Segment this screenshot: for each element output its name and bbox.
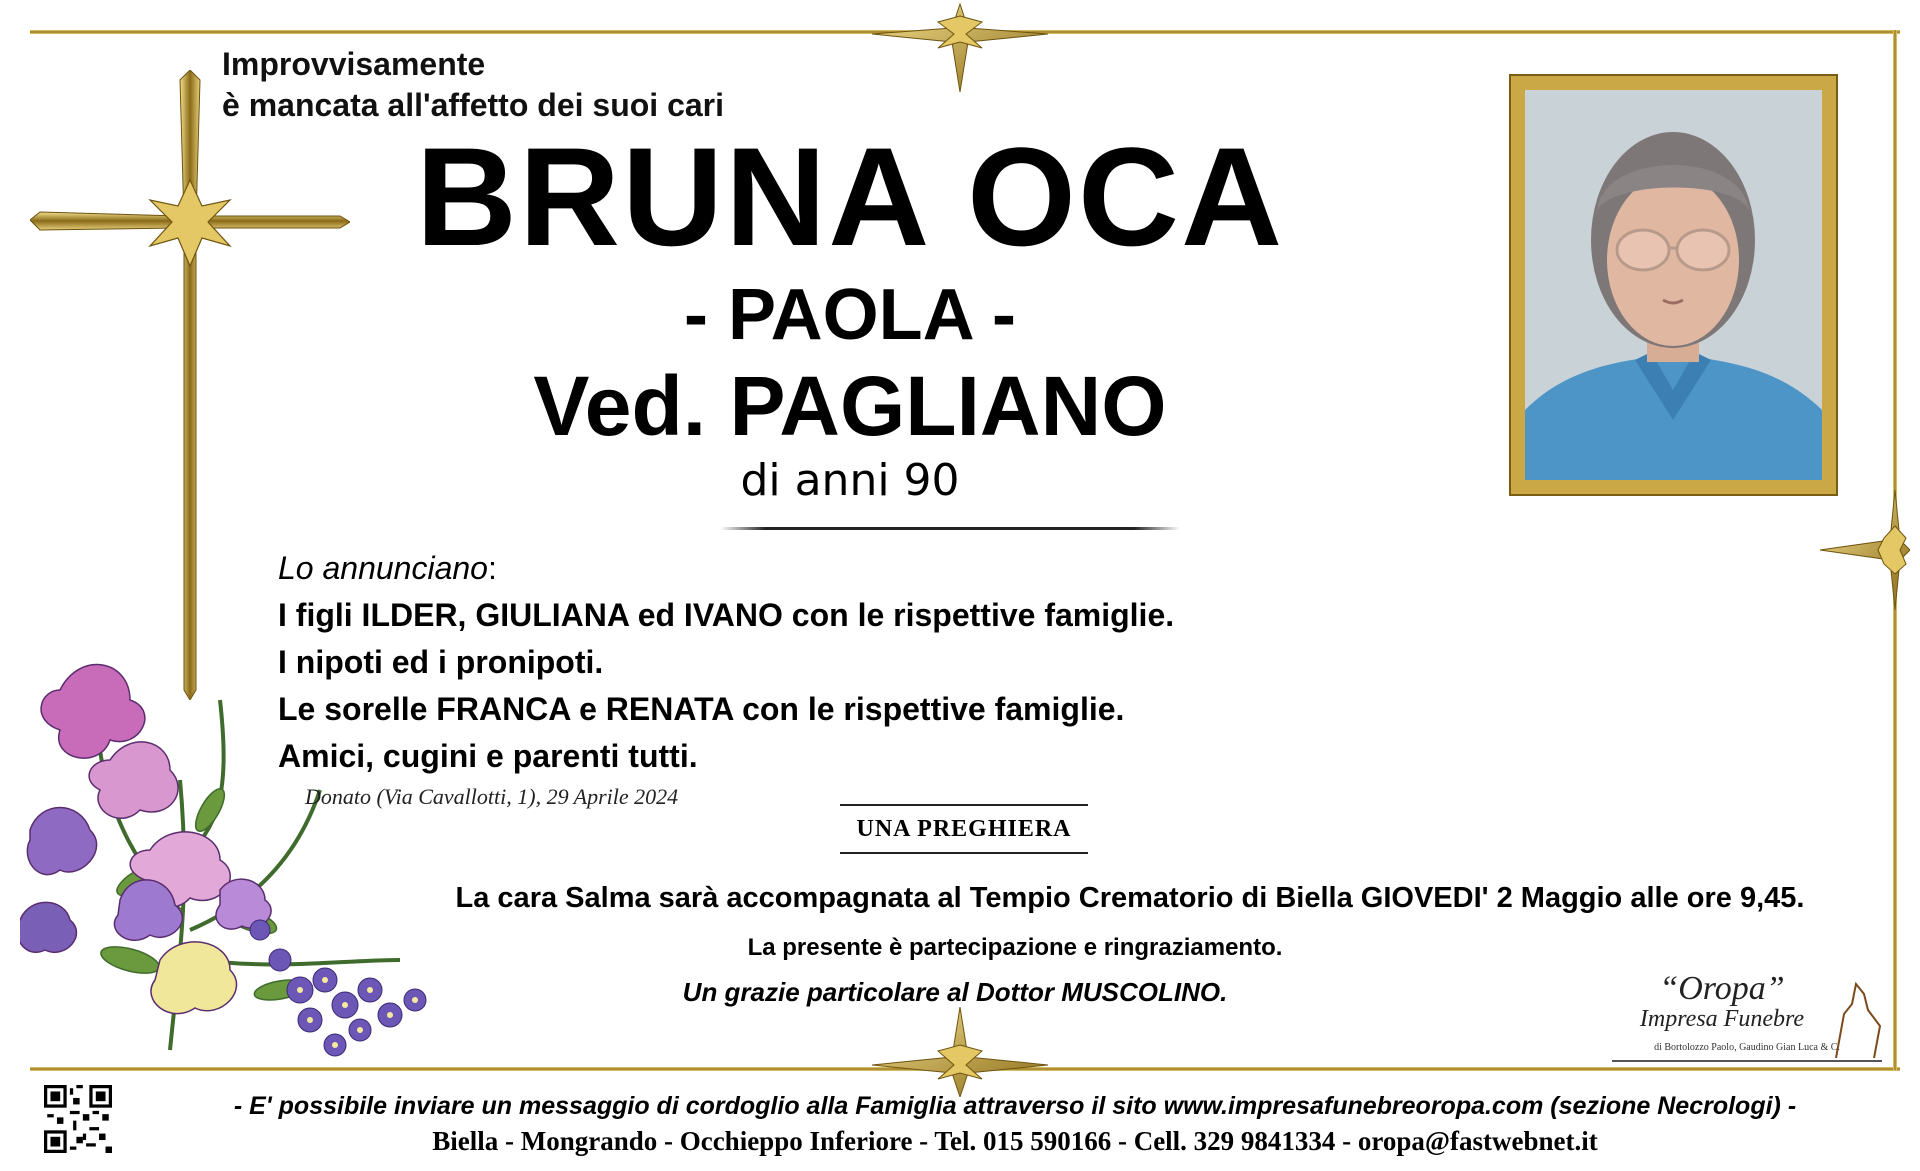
logo-underline xyxy=(1612,1060,1882,1062)
announcement-line: Le sorelle FRANCA e RENATA con le rispettive famiglie. xyxy=(278,691,1125,727)
logo-title: “Oropa” xyxy=(1659,970,1785,1007)
announcement-lead-colon: : xyxy=(487,550,497,586)
deceased-name: BRUNA OCA xyxy=(415,118,1285,275)
funeral-details: La cara Salma sarà accompagnata al Tempio Crematorio di Biella GIOVEDI' 2 Maggio alle ore 9,45. xyxy=(455,882,1805,914)
intro-text xyxy=(222,44,724,126)
prayer-label: UNA PREGHIERA xyxy=(840,804,1088,854)
announcement-lead: Lo annunciano xyxy=(278,550,488,586)
deceased-widow-of: Ved. PAGLIANO xyxy=(533,359,1167,453)
logo-subtitle: Impresa Funebre xyxy=(1639,1006,1805,1032)
footer-contact: Biella - Mongrando - Occhieppo Inferiore - Tel. 015 590166 - Cell. 329 9841334 - oropa@fastwebnet.it xyxy=(432,1126,1598,1156)
portrait-photo xyxy=(1511,76,1836,494)
qr-code-icon xyxy=(44,1085,112,1153)
announcement xyxy=(278,545,1174,780)
portrait-image xyxy=(1525,90,1822,480)
star-ornament-icon xyxy=(870,2,1050,92)
funeral-home-logo xyxy=(1612,970,1882,1062)
doctor-thanks: Un grazie particolare al Dottor MUSCOLINO. xyxy=(682,977,1228,1007)
deceased-nickname: - PAOLA - xyxy=(684,275,1016,355)
intro-line-1: Improvvisamente xyxy=(222,46,486,82)
place-date: Donato (Via Cavallotti, 1), 29 Aprile 2024 xyxy=(305,784,679,809)
announcement-lead-line xyxy=(278,545,1174,592)
intro-line-2: è mancata all'affetto dei suoi cari xyxy=(222,87,724,123)
logo-mountain-icon xyxy=(1834,974,1882,1058)
footer-message: - E' possibile inviare un messaggio di cordoglio alla Famiglia attraverso il sito www.impresafunebreoropa.com (sezione Necrologi) - xyxy=(233,1092,1797,1120)
announcement-line: Amici, cugini e parenti tutti. xyxy=(278,738,698,774)
announcement-line: I nipoti ed i pronipoti. xyxy=(278,644,604,680)
announcement-line: I figli ILDER, GIULIANA ed IVANO con le rispettive famiglie. xyxy=(278,597,1175,633)
thanks-text: La presente è partecipazione e ringraziamento. xyxy=(747,934,1283,961)
star-ornament-icon xyxy=(870,1007,1050,1097)
divider xyxy=(720,527,1180,530)
logo-small-text: di Bortolozzo Paolo, Gaudino Gian Luca & C. xyxy=(1654,1042,1840,1053)
star-ornament-icon xyxy=(1820,490,1910,610)
deceased-age: di anni 90 xyxy=(740,455,960,506)
